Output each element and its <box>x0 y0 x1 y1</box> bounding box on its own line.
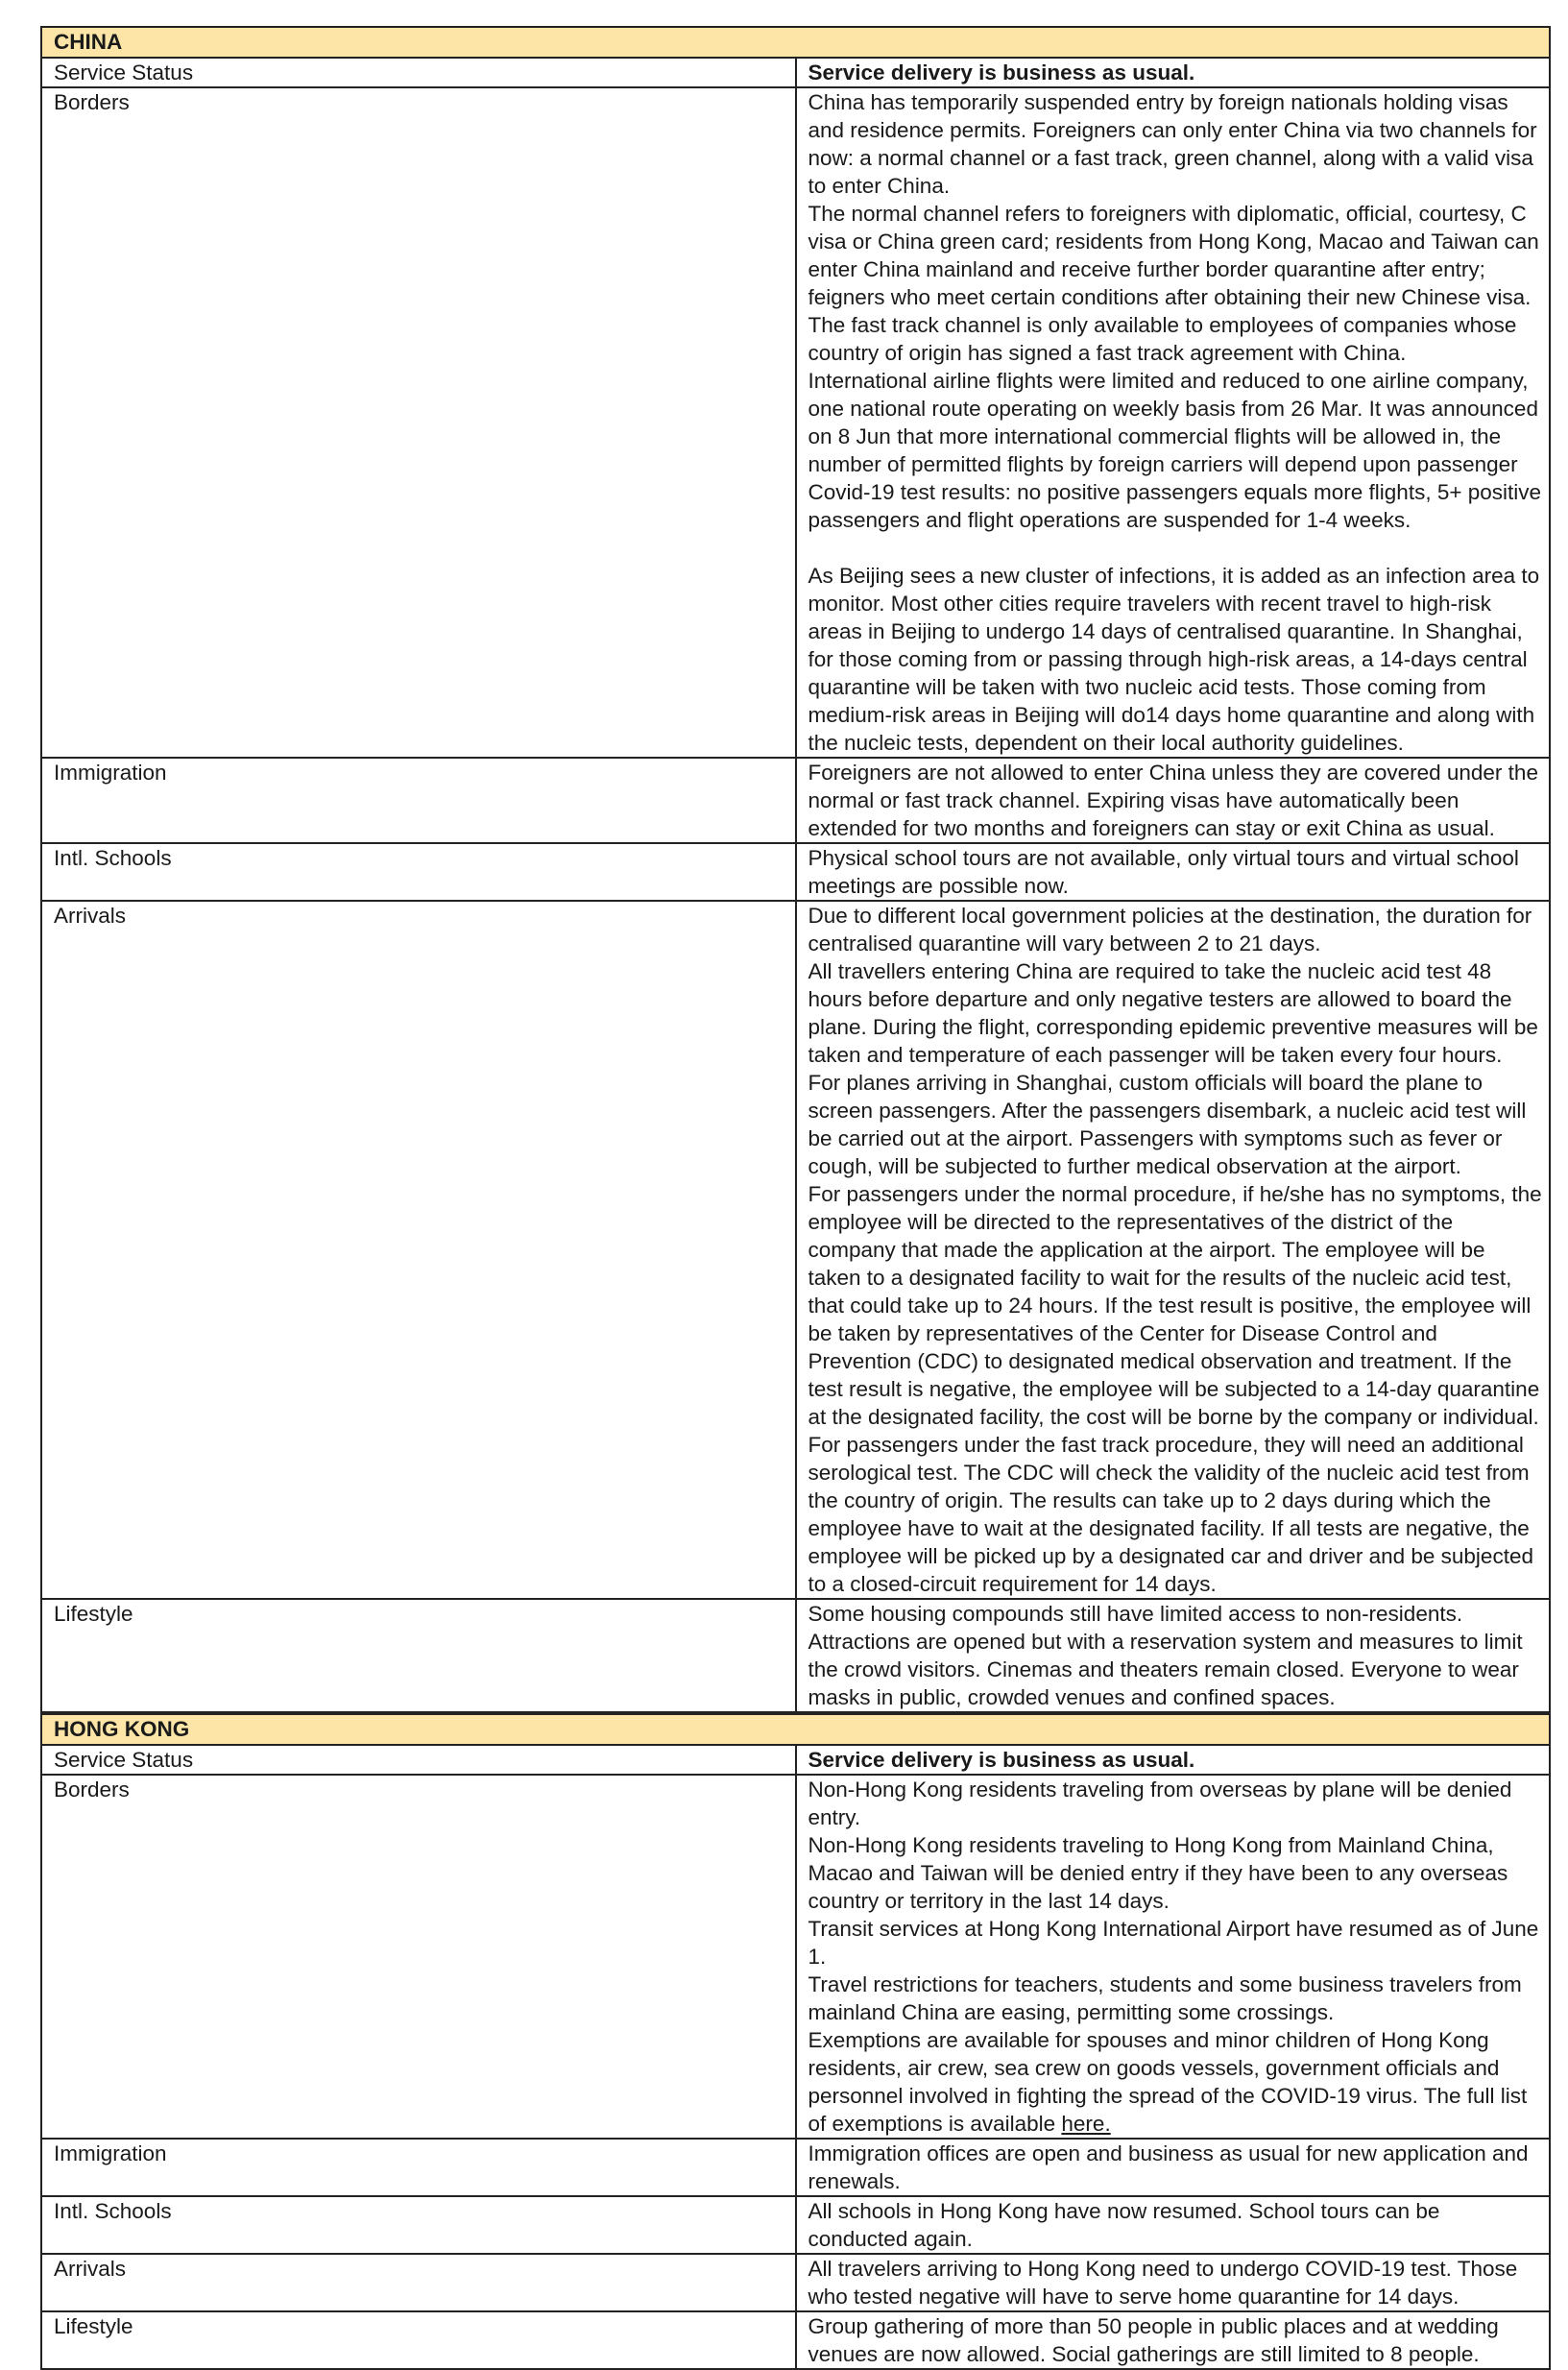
paragraph-text: The normal channel refers to foreigners with diplomatic, official, courtesy, C visa or China green card; residents from Hong Kong, Macao and Taiwan can enter China mainland and receive further border quarantine after entry; feigners who meet certain conditions after obtaining their new Chinese visa. <box>808 202 1539 309</box>
paragraph-text: For planes arriving in Shanghai, custom officials will board the plane to screen passengers. After the passengers disembark, a nucleic acid test will be carried out at the airport. Passengers with symptoms such as fever or cough, will be subjected to further medical observation at the airport. <box>808 1071 1527 1178</box>
paragraph <box>808 311 1544 367</box>
table-row-intl-schools <box>41 2196 1550 2254</box>
exemptions-link[interactable]: here. <box>1061 2112 1111 2136</box>
paragraph-text: Due to different local government policies at the destination, the duration for centralised quarantine will vary between 2 to 21 days. <box>808 904 1532 955</box>
country-header-row <box>41 27 1550 58</box>
paragraph-text: All travelers arriving to Hong Kong need to undergo COVID-19 test. Those who tested negative will have to serve home quarantine for 14 days. <box>808 2257 1518 2309</box>
paragraph <box>808 2140 1544 2195</box>
paragraph <box>808 2312 1544 2368</box>
row-content <box>796 758 1551 843</box>
row-label: Arrivals <box>41 2254 796 2311</box>
paragraph <box>808 1831 1544 1915</box>
paragraph <box>808 1069 1544 1180</box>
table-row-intl-schools <box>41 843 1550 901</box>
paragraph <box>808 1180 1544 1431</box>
paragraph-text: Group gathering of more than 50 people in public places and at wedding venues are now allowed. Social gatherings are still limited to 8 people. <box>808 2314 1499 2366</box>
row-label: Service Status <box>41 1745 796 1775</box>
table-row-service-status <box>41 58 1550 87</box>
country-table-hong-kong <box>40 1713 1551 2370</box>
row-content <box>796 1599 1551 1712</box>
paragraph-text: For passengers under the normal procedure, if he/she has no symptoms, the employee will be directed to the representatives of the district of the company that made the application at the airport. The employee will be taken to a designated facility to wait for the results of the nucleic acid test, that could take up to 24 hours. If the test result is positive, the employee will be taken by representatives of the Center for Disease Control and Prevention (CDC) to designated medical observation and treatment. If the test result is negative, the employee will be subjected to a 14-day quarantine at the designated facility, the cost will be borne by the company or individual. <box>808 1182 1542 1429</box>
paragraph <box>808 1746 1544 1774</box>
paragraph <box>808 1600 1544 1711</box>
paragraph-text: Foreigners are not allowed to enter China unless they are covered under the normal or fast track channel. Expiring visas have automatically been extended for two months and foreigners can stay or exit China as usual. <box>808 761 1538 840</box>
row-label: Immigration <box>41 2139 796 2196</box>
country-header: HONG KONG <box>41 1714 1550 1745</box>
paragraph <box>808 844 1544 900</box>
row-content <box>796 2139 1551 2196</box>
paragraph-text: Service delivery is business as usual. <box>808 60 1195 85</box>
row-content <box>796 2254 1551 2311</box>
paragraph-text: International airline flights were limited and reduced to one airline company, one national route operating on weekly basis from 26 Mar. It was announced on 8 Jun that more international commercial flights will be allowed in, the number of permitted flights by foreign carriers will depend upon passenger Covid-19 test results: no positive passengers equals more flights, 5+ positive passengers and flight operations are suspended for 1-4 weeks. <box>808 369 1542 532</box>
paragraph-text: Physical school tours are not available, only virtual tours and virtual school meetings are possible now. <box>808 846 1519 898</box>
country-table-china <box>40 26 1551 1713</box>
paragraph <box>808 562 1544 757</box>
paragraph <box>808 1915 1544 1971</box>
table-row-arrivals <box>41 2254 1550 2311</box>
row-label: Intl. Schools <box>41 2196 796 2254</box>
row-label: Intl. Schools <box>41 843 796 901</box>
row-content <box>796 87 1551 758</box>
paragraph-text: Service delivery is business as usual. <box>808 1748 1195 1772</box>
paragraph <box>808 902 1544 957</box>
country-header-row <box>41 1714 1550 1745</box>
table-row-lifestyle <box>41 2311 1550 2369</box>
paragraph <box>808 2026 1544 2138</box>
paragraph-text: The fast track channel is only available to employees of companies whose country of origin has signed a fast track agreement with China. <box>808 313 1517 365</box>
row-content <box>796 58 1551 87</box>
row-content <box>796 2196 1551 2254</box>
row-label: Borders <box>41 1775 796 2139</box>
paragraph-text: China has temporarily suspended entry by foreign nationals holding visas and residence permits. Foreigners can only enter China via two channels for now: a normal channel or a fast track, green channel, along with a valid visa to enter China. <box>808 90 1537 198</box>
paragraph <box>808 1971 1544 2026</box>
row-content <box>796 843 1551 901</box>
paragraph-text: Immigration offices are open and business as usual for new application and renewals. <box>808 2141 1529 2193</box>
row-label: Service Status <box>41 58 796 87</box>
row-label: Borders <box>41 87 796 758</box>
paragraph <box>808 88 1544 200</box>
paragraph-text: For passengers under the fast track procedure, they will need an additional serological test. The CDC will check the validity of the nucleic acid test from the country of origin. The results can take up to 2 days during which the employee have to wait at the designated facility. If all tests are negative, the employee will be picked up by a designated car and driver and be subjected to a closed-circuit requirement for 14 days. <box>808 1433 1533 1596</box>
document <box>40 26 1551 2370</box>
table-row-lifestyle <box>41 1599 1550 1712</box>
paragraph <box>808 2255 1544 2310</box>
row-label: Lifestyle <box>41 2311 796 2369</box>
table-row-immigration <box>41 758 1550 843</box>
row-label: Immigration <box>41 758 796 843</box>
country-header: CHINA <box>41 27 1550 58</box>
table-row-service-status <box>41 1745 1550 1775</box>
paragraph <box>808 367 1544 534</box>
paragraph <box>808 759 1544 842</box>
paragraph <box>808 200 1544 311</box>
row-content <box>796 1745 1551 1775</box>
paragraph-text: Transit services at Hong Kong International Airport have resumed as of June 1. <box>808 1917 1539 1969</box>
row-content <box>796 1775 1551 2139</box>
row-label: Arrivals <box>41 901 796 1599</box>
table-row-borders <box>41 1775 1550 2139</box>
paragraph-text: Non-Hong Kong residents traveling from overseas by plane will be denied entry. <box>808 1778 1512 1829</box>
paragraph-text: Non-Hong Kong residents traveling to Hong Kong from Mainland China, Macao and Taiwan will be denied entry if they have been to any overseas country or territory in the last 14 days. <box>808 1833 1508 1913</box>
row-content <box>796 2311 1551 2369</box>
table-row-arrivals <box>41 901 1550 1599</box>
paragraph-text: As Beijing sees a new cluster of infections, it is added as an infection area to monitor. Most other cities require travelers with recent travel to high-risk areas in Beijing to undergo 14 days of centralised quarantine. In Shanghai, for those coming from or passing through high-risk areas, a 14-days central quarantine will be taken with two nucleic acid tests. Those coming from medium-risk areas in Beijing will do14 days home quarantine and along with the nucleic tests, dependent on their local authority guidelines. <box>808 564 1540 755</box>
table-row-immigration <box>41 2139 1550 2196</box>
row-label: Lifestyle <box>41 1599 796 1712</box>
paragraph <box>808 2197 1544 2253</box>
paragraph-text: Exemptions are available for spouses and minor children of Hong Kong residents, air crew, sea crew on goods vessels, government officials and personnel involved in fighting the spread of the COVID-19 virus. The full list of exemptions is available <box>808 2028 1528 2136</box>
paragraph <box>808 957 1544 1069</box>
paragraph-text: All travellers entering China are required to take the nucleic acid test 48 hours before departure and only negative testers are allowed to board the plane. During the flight, corresponding epidemic preventive measures will be taken and temperature of each passenger will be taken every four hours. <box>808 959 1538 1067</box>
paragraph-text: All schools in Hong Kong have now resumed. School tours can be conducted again. <box>808 2199 1440 2251</box>
paragraph <box>808 1431 1544 1598</box>
paragraph <box>808 59 1544 86</box>
paragraph-text: Some housing compounds still have limited access to non-residents. Attractions are opened but with a reservation system and measures to limit the crowd visitors. Cinemas and theaters remain closed. Everyone to wear masks in public, crowded venues and confined spaces. <box>808 1602 1523 1709</box>
paragraph-spacer <box>808 534 1544 562</box>
paragraph-text: Travel restrictions for teachers, students and some business travelers from mainland China are easing, permitting some crossings. <box>808 1972 1522 2024</box>
paragraph <box>808 1776 1544 1831</box>
row-content <box>796 901 1551 1599</box>
table-row-borders <box>41 87 1550 758</box>
